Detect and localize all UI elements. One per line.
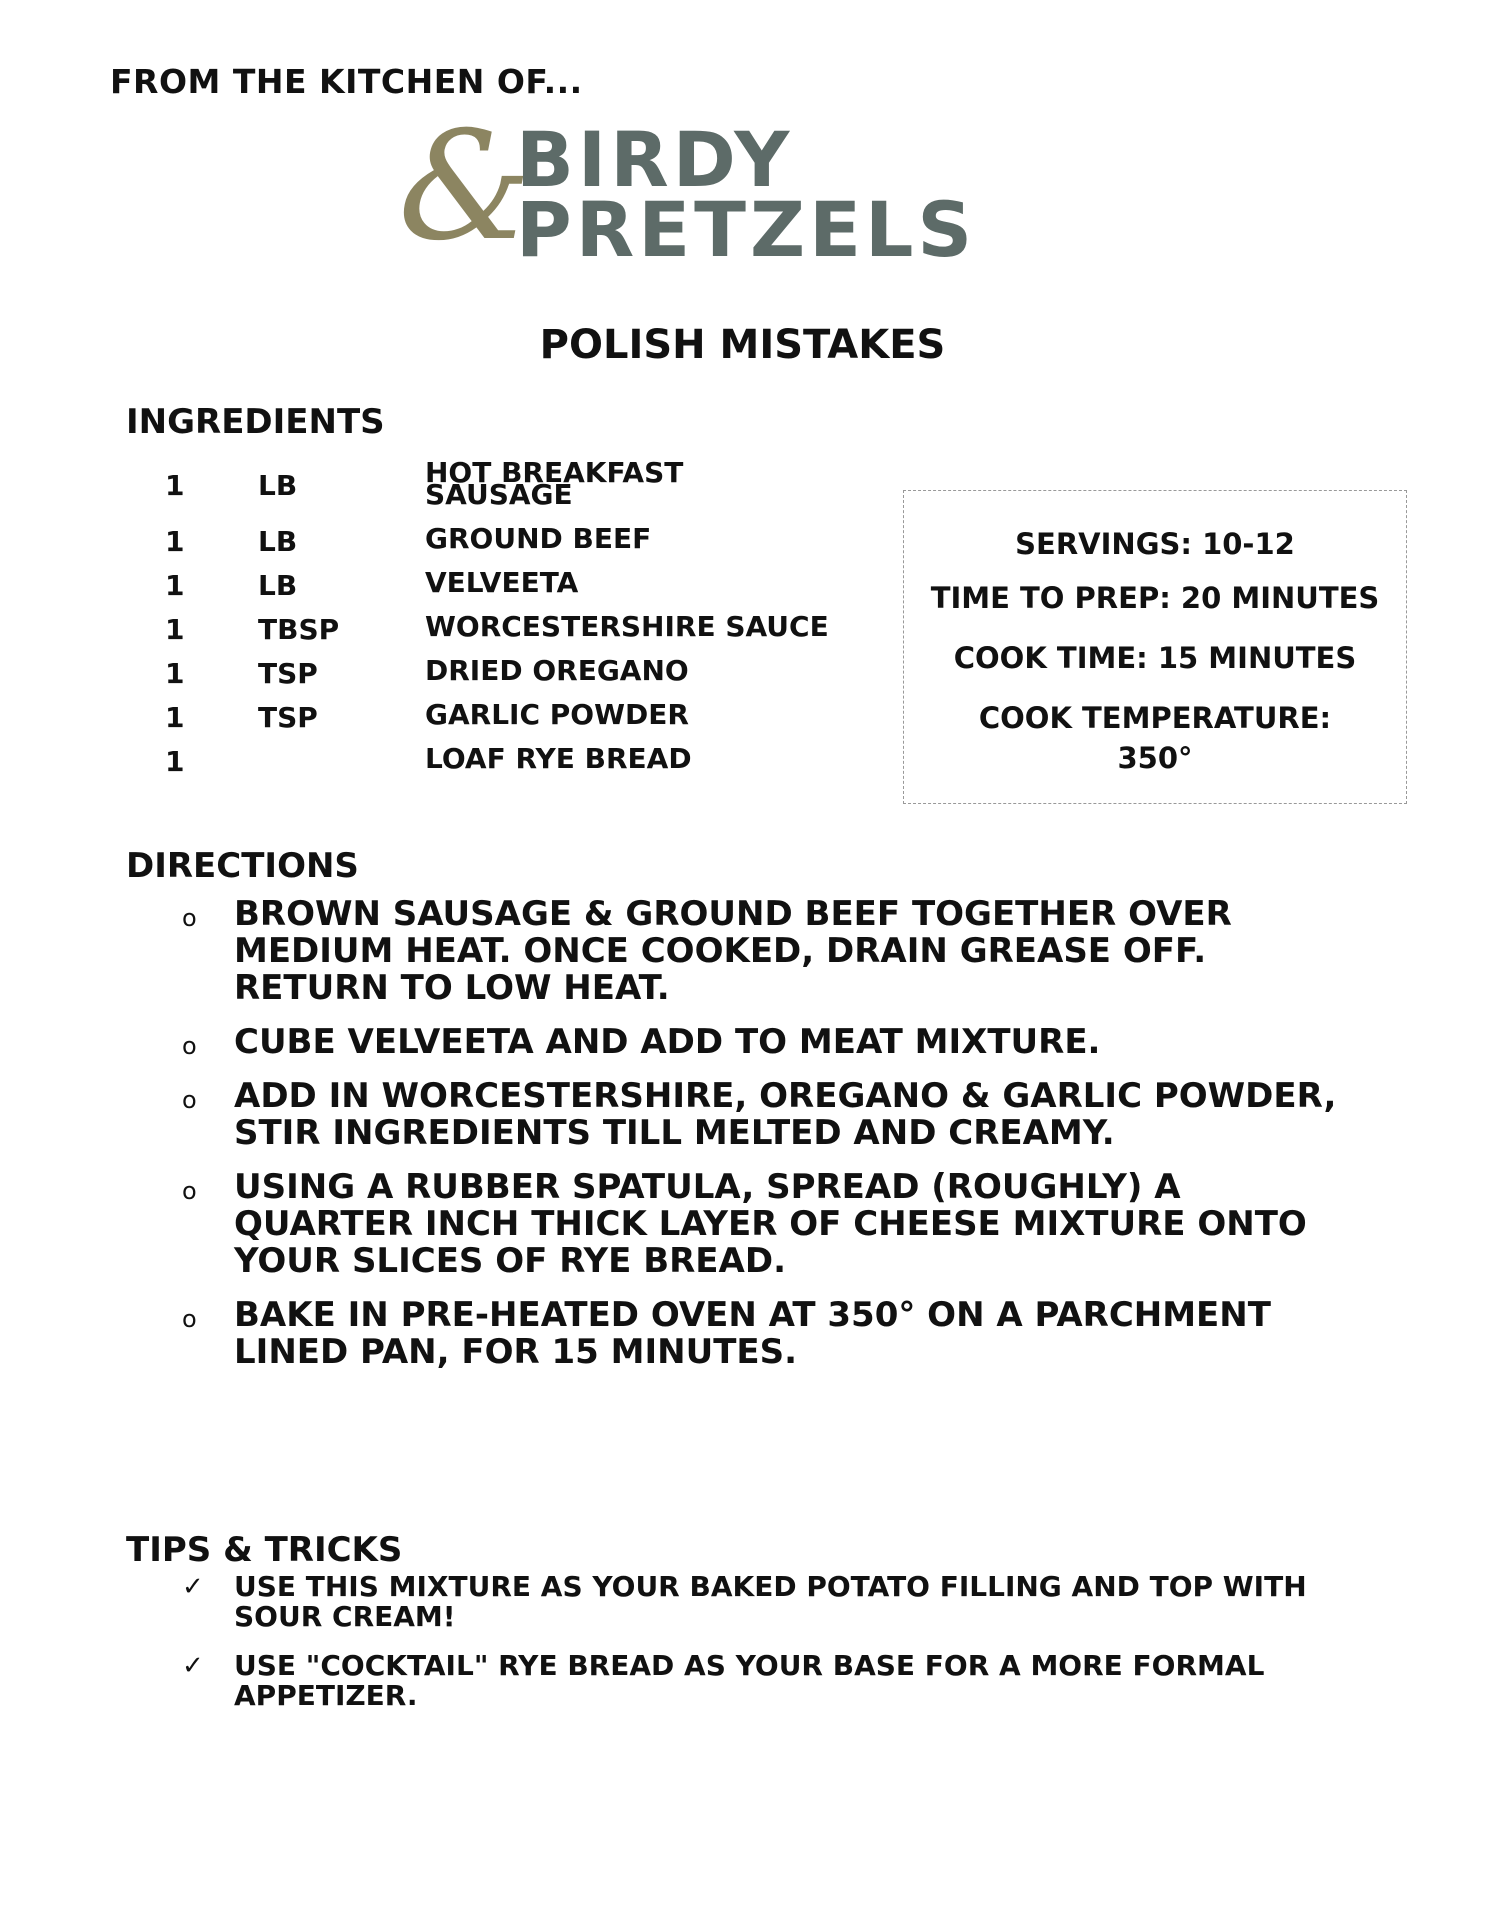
recipe-info-box	[903, 490, 1407, 804]
ingredient-unit: LB	[258, 469, 298, 502]
circle-bullet-icon: o	[182, 904, 197, 932]
brand-logo	[398, 100, 1068, 274]
ingredient-qty: 1	[165, 745, 185, 778]
direction-text: BAKE IN PRE-HEATED OVEN AT 350° ON A PARCHMENT LINED PAN, FOR 15 MINUTES.	[234, 1295, 1271, 1372]
cook-temp-label: COOK TEMPERATURE:	[978, 701, 1332, 735]
ingredient-unit: TSP	[258, 701, 318, 734]
ingredient-unit: TSP	[258, 657, 318, 690]
cook-temp-value: 350°	[1117, 741, 1193, 775]
recipe-title: POLISH MISTAKES	[539, 322, 946, 368]
checkmark-icon: ✓	[182, 1572, 204, 1602]
logo-word-birdy: BIRDY	[516, 115, 794, 204]
ingredient-name: GROUND BEEF	[425, 522, 652, 555]
prep-time-text: TIME TO PREP: 20 MINUTES	[930, 581, 1380, 615]
ingredient-name: DRIED OREGANO	[425, 654, 689, 687]
ingredient-qty: 1	[165, 469, 185, 502]
ingredient-qty: 1	[165, 613, 185, 646]
direction-text: USING A RUBBER SPATULA, SPREAD (ROUGHLY) A QUARTER INCH THICK LAYER OF CHEESE MIXTURE ONTO YOUR SLICES OF RYE BREAD.	[234, 1167, 1307, 1281]
servings-text: SERVINGS: 10-12	[1015, 527, 1295, 561]
logo-word-pretzels: PRETZELS	[516, 185, 977, 274]
direction-text: ADD IN WORCESTERSHIRE, OREGANO & GARLIC POWDER, STIR INGREDIENTS TILL MELTED AND CREAMY.	[234, 1076, 1337, 1153]
ingredient-qty: 1	[165, 657, 185, 690]
ingredients-heading: INGREDIENTS	[126, 402, 385, 442]
ingredient-qty: 1	[165, 569, 185, 602]
direction-step	[178, 1169, 1358, 1280]
tip-item	[178, 1572, 1358, 1632]
circle-bullet-icon: o	[182, 1086, 197, 1114]
ingredient-name: VELVEETA	[425, 566, 579, 599]
checkmark-icon: ✓	[182, 1651, 204, 1681]
ingredient-name: HOT BREAKFAST SAUSAGE	[425, 456, 684, 511]
direction-step	[178, 1078, 1358, 1152]
circle-bullet-icon: o	[182, 1032, 197, 1060]
ingredient-unit: LB	[258, 525, 298, 558]
tip-text: USE "COCKTAIL" RYE BREAD AS YOUR BASE FOR A MORE FORMAL APPETIZER.	[234, 1649, 1265, 1712]
directions-list	[178, 896, 1358, 1388]
ingredient-name: LOAF RYE BREAD	[425, 742, 692, 775]
ingredient-unit: TBSP	[258, 613, 340, 646]
tips-heading: TIPS & TRICKS	[126, 1530, 403, 1570]
kitchen-label: FROM THE KITCHEN OF...	[110, 62, 583, 101]
ingredient-name: GARLIC POWDER	[425, 698, 689, 731]
direction-step	[178, 1297, 1358, 1371]
direction-text: BROWN SAUSAGE & GROUND BEEF TOGETHER OVER MEDIUM HEAT. ONCE COOKED, DRAIN GREASE OFF. RETURN TO LOW HEAT.	[234, 894, 1232, 1008]
ingredient-qty: 1	[165, 525, 185, 558]
circle-bullet-icon: o	[182, 1305, 197, 1333]
direction-step	[178, 896, 1358, 1007]
ingredient-name: WORCESTERSHIRE SAUCE	[425, 610, 829, 643]
direction-step	[178, 1024, 1358, 1061]
logo-ampersand: &	[398, 100, 532, 274]
cook-time-text: COOK TIME: 15 MINUTES	[953, 641, 1357, 675]
circle-bullet-icon: o	[182, 1177, 197, 1205]
ingredient-unit: LB	[258, 569, 298, 602]
ingredient-qty: 1	[165, 701, 185, 734]
tip-item	[178, 1651, 1358, 1711]
direction-text: CUBE VELVEETA AND ADD TO MEAT MIXTURE.	[234, 1022, 1101, 1062]
directions-heading: DIRECTIONS	[126, 846, 359, 886]
tips-list	[178, 1572, 1358, 1730]
tip-text: USE THIS MIXTURE AS YOUR BAKED POTATO FILLING AND TOP WITH SOUR CREAM!	[234, 1570, 1307, 1633]
